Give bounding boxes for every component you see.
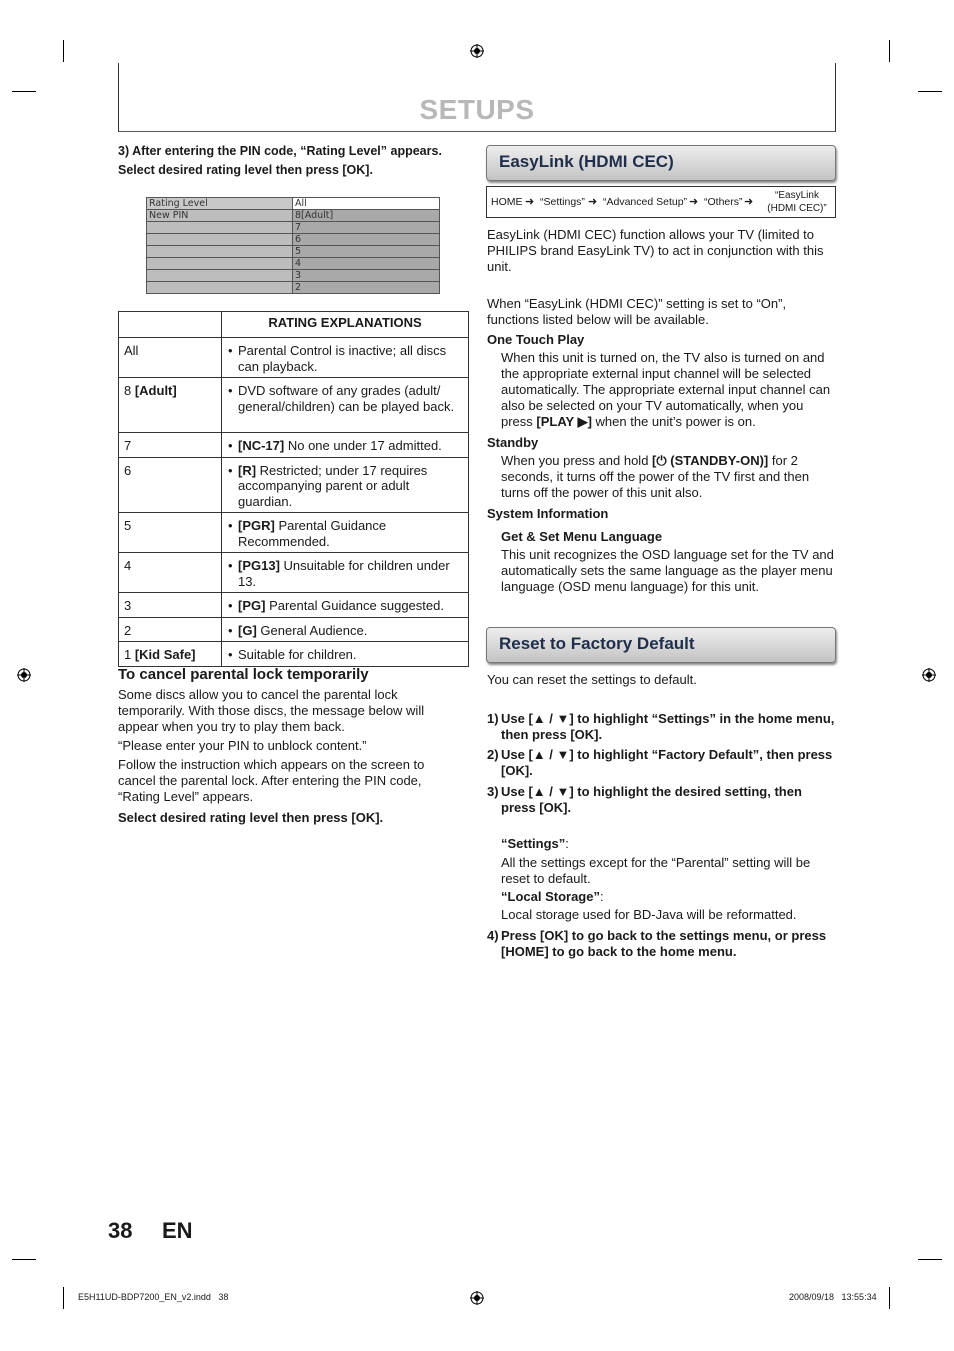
- settings-option: “Settings”:: [501, 836, 569, 851]
- crop-mark: [889, 1287, 890, 1309]
- crop-mark: [918, 91, 942, 92]
- arrow-right-icon: ➜: [588, 196, 598, 208]
- table-row: 3 • [PG] Parental Guidance suggested.: [119, 593, 469, 618]
- page-title: SETUPS: [419, 94, 535, 125]
- easylink-title: EasyLink (HDMI CEC): [499, 152, 674, 171]
- osd-row: 7: [147, 222, 440, 234]
- rating-explanations-table: [118, 311, 469, 667]
- rating-explanations-header: RATING EXPLANATIONS: [222, 312, 469, 338]
- one-touch-play-heading: One Touch Play: [487, 332, 585, 347]
- reset-step: 1) Use [▲ / ▼] to highlight “Settings” in the home menu, then press [OK].: [487, 711, 835, 742]
- table-header-row: [119, 312, 469, 338]
- arrow-right-icon: ➜: [525, 196, 535, 208]
- page-language: EN: [162, 1218, 193, 1243]
- osd-row: 3: [147, 270, 440, 282]
- table-row: 1 [Kid Safe] • Suitable for children.: [119, 642, 469, 667]
- easylink-section-bar: [486, 145, 836, 181]
- osd-row: 5: [147, 246, 440, 258]
- cancel-lock-heading: To cancel parental lock temporarily: [118, 666, 369, 683]
- breadcrumb: HOME ➜ “Settings” ➜ “Advanced Setup” ➜ “Others” ➜ “EasyLink (HDMI CEC)”: [486, 186, 836, 218]
- local-storage-option: “Local Storage”:: [501, 889, 604, 904]
- menu-language-text: This unit recognizes the OSD language set for the TV and automatically sets the same language as the player menu language (OSD menu language) for this unit.: [501, 547, 834, 594]
- standby-heading: Standby: [487, 435, 539, 450]
- osd-row: Rating Level All: [147, 198, 440, 210]
- registration-mark-icon: [17, 668, 31, 682]
- step-3-instruction: 3) After entering the PIN code, “Rating Level” appears. Select desired rating level then press [OK].: [118, 144, 442, 177]
- registration-mark-icon: [470, 1291, 484, 1305]
- reset-step: 3) Use [▲ / ▼] to highlight the desired setting, then press [OK].: [487, 784, 802, 815]
- osd-row: 6: [147, 234, 440, 246]
- reset-title: Reset to Factory Default: [499, 634, 695, 653]
- crop-mark: [12, 91, 36, 92]
- crop-mark: [889, 40, 890, 62]
- arrow-right-icon: ➜: [744, 196, 754, 208]
- menu-language-heading: Get & Set Menu Language: [501, 529, 663, 544]
- reset-intro: You can reset the settings to default.: [487, 672, 697, 687]
- one-touch-play-text: When this unit is turned on, the TV also is turned on and the appropriate external input channel will be selected automatically. The appropriate external input channel can also be selected on your TV automatically, when you press [PLAY ▶] when the unit’s power is on.: [501, 350, 831, 429]
- table-row: All • Parental Control is inactive; all discs can playback.: [119, 338, 469, 378]
- reset-step: 2) Use [▲ / ▼] to highlight “Factory Default”, then press [OK].: [487, 747, 833, 778]
- footer-timestamp: 2008/09/18 13:55:34: [789, 1292, 877, 1302]
- table-row: 6 • [R] Restricted; under 17 requires accompanying parent or adult guardian.: [119, 457, 469, 513]
- system-information-heading: System Information: [487, 506, 609, 521]
- easylink-intro: EasyLink (HDMI CEC) function allows your TV (limited to PHILIPS brand EasyLink TV) to act in conjunction with this unit.: [487, 227, 824, 274]
- table-row: 2 • [G] General Audience.: [119, 617, 469, 642]
- table-row: 4 • [PG13] Unsuitable for children under 13.: [119, 553, 469, 593]
- reset-section-bar: [486, 627, 836, 663]
- footer-filename: E5H11UD-BDP7200_EN_v2.indd 38: [78, 1292, 229, 1302]
- osd-row: 2: [147, 282, 440, 294]
- standby-text: When you press and hold [⏻ (STANDBY-ON)] for 2 seconds, it turns off the power of the TV first and then turns off the power of this unit also.: [501, 453, 810, 500]
- cancel-lock-body: Some discs allow you to cancel the parental lock temporarily. With those discs, the message below will appear when you try to play them back. “Please enter your PIN to unblock content.” Follow the instruction which appears on the screen to cancel the parental lock. After entering the PIN code, “Rating Level” appears. Select desired rating level then press [OK].: [118, 687, 425, 825]
- table-row: 5 • [PGR] Parental Guidance Recommended.: [119, 513, 469, 553]
- rating-level-osd: [146, 197, 440, 294]
- crop-mark: [918, 1259, 942, 1260]
- osd-row: New PIN 8[Adult]: [147, 210, 440, 222]
- crop-mark: [12, 1259, 36, 1260]
- crop-mark: [63, 40, 64, 62]
- reset-step: 4) Press [OK] to go back to the settings menu, or press [HOME] to go back to the home menu.: [487, 928, 827, 959]
- osd-row: 4: [147, 258, 440, 270]
- settings-option-text: All the settings except for the “Parental” setting will be reset to default.: [501, 855, 811, 886]
- table-row: 8 [Adult] • DVD software of any grades (adult/ general/children) can be played back.: [119, 378, 469, 433]
- registration-mark-icon: [470, 44, 484, 58]
- registration-mark-icon: [922, 668, 936, 682]
- easylink-when: When “EasyLink (HDMI CEC)” setting is set to “On”, functions listed below will be available.: [487, 296, 787, 327]
- table-row: 7 • [NC-17] No one under 17 admitted.: [119, 433, 469, 458]
- page-number: 38: [108, 1218, 133, 1243]
- local-storage-option-text: Local storage used for BD-Java will be reformatted.: [501, 907, 797, 922]
- crop-mark: [63, 1287, 64, 1309]
- arrow-right-icon: ➜: [689, 196, 699, 208]
